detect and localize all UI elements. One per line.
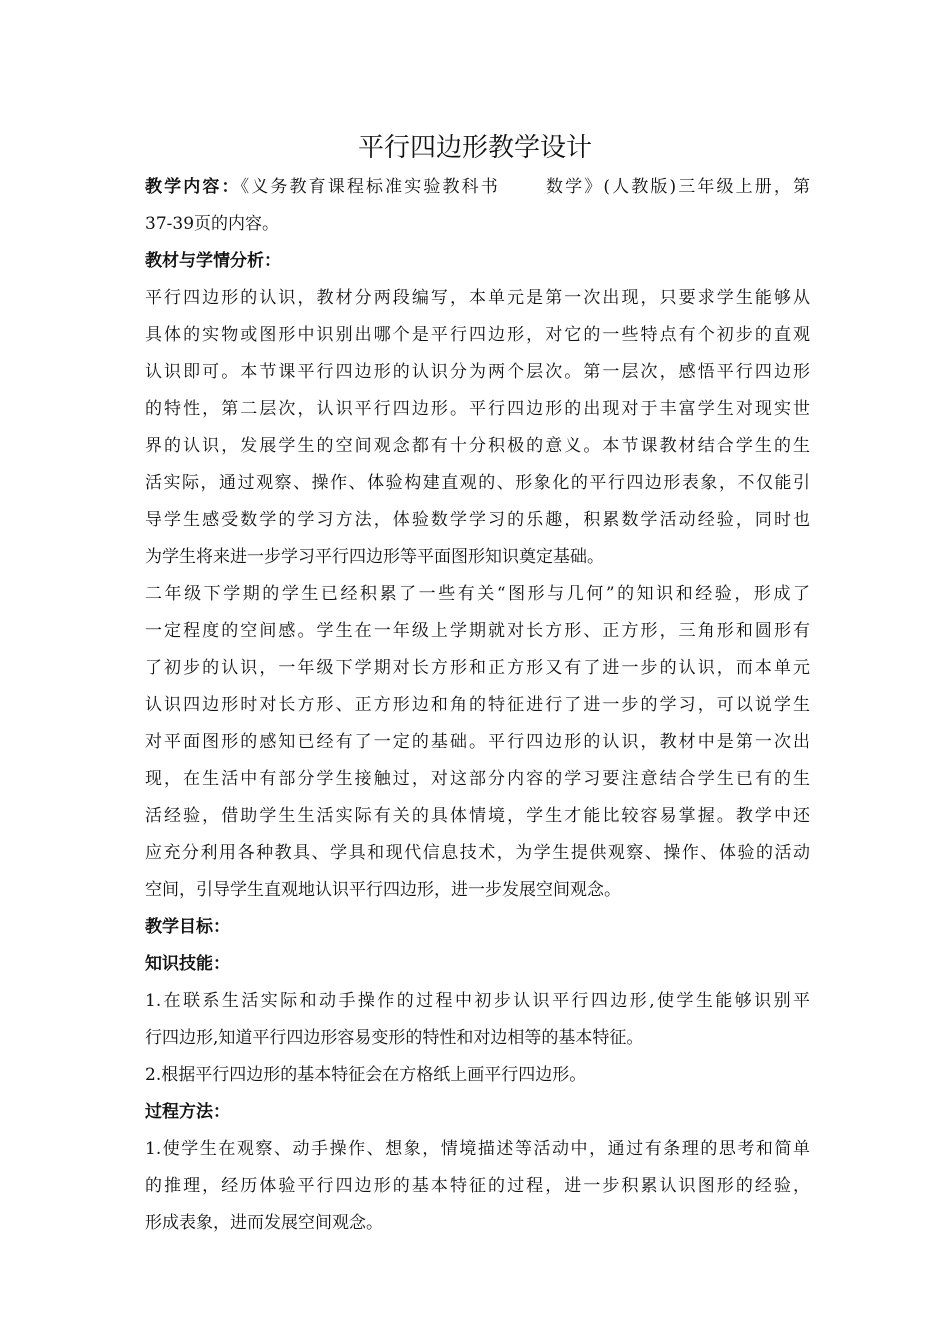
- analysis-para1-line: 平行四边形的认识，教材分两段编写，本单元是第一次出现，只要求学生能够从: [145, 288, 810, 308]
- analysis-para1-line: 具体的实物或图形中识别出哪个是平行四边形，对它的一些特点有个初步的直观: [145, 325, 810, 345]
- teaching-content-label: 教学内容：: [145, 177, 241, 197]
- process-item-line: 1.使学生在观察、动手操作、想象，情境描述等活动中，通过有条理的思考和简单: [145, 1139, 810, 1159]
- analysis-para2-line: 了初步的认识，一年级下学期对长方形和正方形又有了进一步的认识，而本单元: [145, 658, 810, 678]
- analysis-para2-line: 空间，引导学生直观地认识平行四边形，进一步发展空间观念。: [145, 880, 621, 900]
- analysis-para2-line: 对平面图形的感知已经有了一定的基础。平行四边形的认识，教材中是第一次出: [145, 732, 810, 752]
- analysis-para2-line: 现，在生活中有部分学生接触过，对这部分内容的学习要注意结合学生已有的生: [145, 769, 810, 789]
- teaching-content-text-b: 数学》(人教版)三年级上册，第: [543, 177, 811, 197]
- process-item-line: 形成表象，进而发展空间观念。: [145, 1213, 383, 1233]
- analysis-para1-line: 为学生将来进一步学习平行四边形等平面图形知识奠定基础。: [145, 547, 604, 567]
- process-item-line: 的推理，经历体验平行四边形的基本特征的过程，进一步积累认识图形的经验，: [145, 1176, 810, 1196]
- analysis-para1-line: 活实际，通过观察、操作、体验构建直观的、形象化的平行四边形表象，不仅能引: [145, 473, 810, 493]
- analysis-para1-line: 导学生感受数学的学习方法，体验数学学习的乐趣，积累数学活动经验，同时也: [145, 510, 810, 530]
- analysis-para2-line: 二年级下学期的学生已经积累了一些有关“图形与几何”的知识和经验，形成了: [145, 584, 810, 604]
- knowledge-item-line: 1.在联系生活实际和动手操作的过程中初步认识平行四边形,使学生能够识别平: [145, 991, 810, 1011]
- analysis-para2-line: 应充分利用各种教具、学具和现代信息技术，为学生提供观察、操作、体验的活动: [145, 843, 810, 863]
- knowledge-item-line: 行四边形,知道平行四边形容易变形的特性和对边相等的基本特征。: [145, 1028, 644, 1048]
- knowledge-heading: 知识技能：: [145, 954, 230, 974]
- knowledge-item-line: 2.根据平行四边形的基本特征会在方格纸上画平行四边形。: [145, 1065, 587, 1085]
- analysis-para1-line: 的特性，第二层次，认识平行四边形。平行四边形的出现对于丰富学生对现实世: [145, 399, 810, 419]
- analysis-heading: 教材与学情分析：: [145, 251, 281, 271]
- teaching-content-pages: 37-39页的内容。: [145, 214, 280, 234]
- analysis-para2-line: 认识四边形时对长方形、正方形边和角的特征进行了进一步的学习，可以说学生: [145, 695, 810, 715]
- analysis-para2-line: 活经验，借助学生生活实际有关的具体情境，学生才能比较容易掌握。教学中还: [145, 806, 810, 826]
- process-heading: 过程方法：: [145, 1102, 230, 1122]
- document-title: 平行四边形教学设计: [357, 133, 592, 163]
- teaching-content-text-a: 《义务教育课程标准实验教科书: [240, 177, 500, 197]
- teaching-content-line: [145, 170, 810, 204]
- analysis-para2-line: 一定程度的空间感。学生在一年级上学期就对长方形、正方形，三角形和圆形有: [145, 621, 810, 641]
- goals-heading: 教学目标：: [145, 917, 230, 937]
- analysis-para1-line: 认识即可。本节课平行四边形的认识分为两个层次。第一层次，感悟平行四边形: [145, 362, 810, 382]
- analysis-para1-line: 界的认识，发展学生的空间观念都有十分积极的意义。本节课教材结合学生的生: [145, 436, 810, 456]
